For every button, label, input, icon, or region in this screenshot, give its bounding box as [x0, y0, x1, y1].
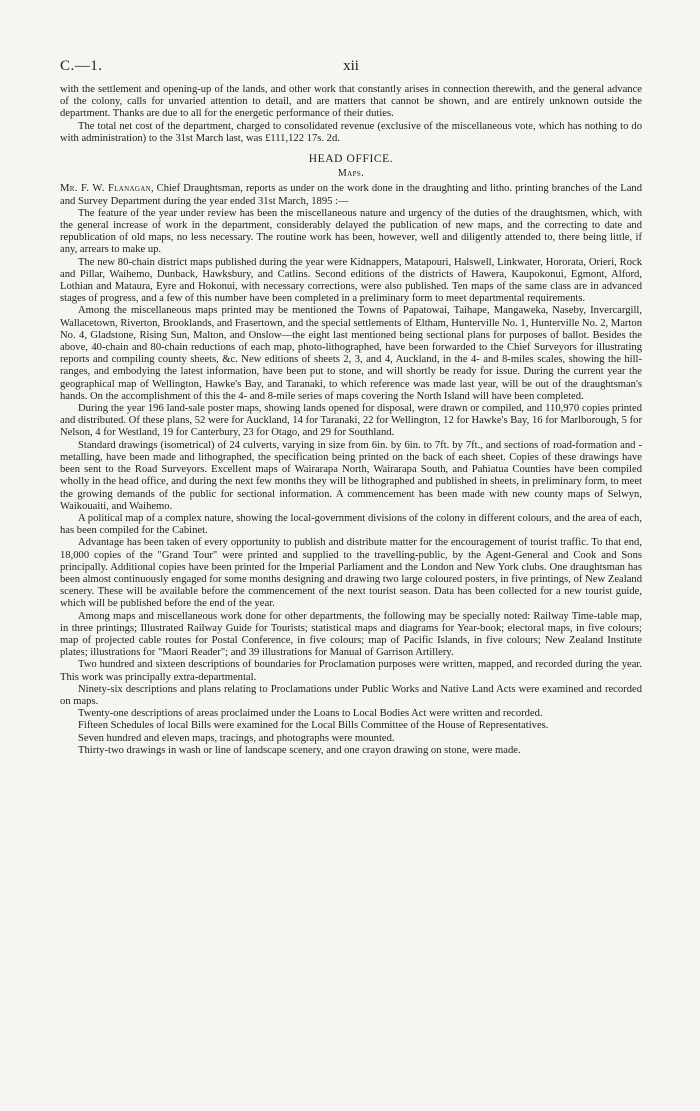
paragraph-feature-of-year: The feature of the year under review has been the miscellaneous nature and urgency of the duties of the draughtsmen, which, with the general increase of work in the department, considerably delayed the publication of new maps, and the correcting to date and republication of old maps, no less necessary. The routine work has been, however, well and diligently attended to, there being little, if any, arrears to make up.: [60, 207, 642, 256]
paragraph-other-departments: Among maps and miscellaneous work done for other departments, the following may be specially noted: Railway Time-table map, in three printings; Illustrated Railway Guide for Tourists; statistical maps and diagrams for Year-book; electoral maps, in five colours; map of projected cable routes for Postal Conference, in five colours; map of Pacific Islands, in five colours; New Zealand Institute plates; illustrations for "Maori Reader"; and 39 illustrations for Manual of Garrison Artillery.: [60, 610, 642, 659]
report-code: C.—1.: [60, 58, 103, 74]
paragraph-drawings: Thirty-two drawings in wash or line of landscape scenery, and one crayon drawing on stone, were made.: [78, 744, 521, 756]
paragraph-mounted-maps: Seven hundred and eleven maps, tracings, and photographs were mounted.: [78, 732, 395, 744]
intro-paragraph-1: with the settlement and opening-up of the lands, and other work that constantly arises in connection therewith, and the general advance of the colony, calls for unvaried attention to detail, and are matters that cannot be shown, and are entirely unknown outside the department. Thanks are due to all for the energetic performance of their duties.: [60, 84, 642, 120]
section-heading: HEAD OFFICE.: [308, 153, 394, 166]
paragraph-land-sale-posters: During the year 196 land-sale poster maps, showing lands opened for disposal, were drawn or compiled, and 110,970 copies printed and distributed. Of these plans, 52 were for Auckland, 14 for Taranaki, 22 for Wellington, 12 for Hawke's Bay, 16 for Marlborough, 5 for Nelson, 4 for Westland, 19 for Canterbury, 23 for Otago, and 29 for Southland.: [60, 403, 642, 439]
report-lead-text: , Chief Draughtsman, reports as under on the work done in the draughting and litho. printing branches of the Land and Survey Department during the year ended 31st March, 1895 :—: [60, 183, 642, 207]
report-lead-paragraph: [60, 183, 642, 207]
paragraph-proclamations: Ninety-six descriptions and plans relating to Proclamations under Public Works and Native Land Acts were examined and recorded on maps.: [60, 683, 642, 707]
paragraph-local-bills: Fifteen Schedules of local Bills were examined for the Local Bills Committee of the House of Representatives.: [78, 720, 549, 732]
draughtsman-name: Mr. F. W. Flanagan: [60, 183, 151, 195]
page-number: xii: [343, 58, 359, 74]
page-header: [60, 58, 642, 84]
paragraph-local-bodies: Twenty-one descriptions of areas proclaimed under the Loans to Local Bodies Act were written and recorded.: [78, 708, 543, 720]
paragraph-tourist-traffic: Advantage has been taken of every opportunity to publish and distribute matter for the encouragement of tourist traffic. To that end, 18,000 copies of the "Grand Tour" were printed and supplied to the travelling-public, by the Agent-General and Cook and Sons principally. Additional copies have been printed for the Imperial Parliament and the London and New York clubs. One draughtsman has been almost continuously engaged for some months designing and drawing two large coloured posters, in five printings, of New Zealand scenery. These will be available before the commencement of the next tourist season. Data has been collected for a new tourist guide, which will be published before the end of the year.: [60, 537, 642, 610]
intro-paragraph-2: The total net cost of the department, charged to consolidated revenue (exclusive of the miscellaneous vote, which has nothing to do with administration) to the 31st March last, was £111,122 17s. 2d.: [60, 120, 642, 144]
body-text: [60, 84, 642, 757]
paragraph-political-map: A political map of a complex nature, showing the local-government divisions of the colony in different colours, and the area of each, has been compiled for the Cabinet.: [60, 512, 642, 537]
paragraph-district-maps: The new 80-chain district maps published during the year were Kidnappers, Matapouri, Halswell, Linkwater, Hororata, Orieri, Rock and Pillar, Waihemo, Dunback, Hawksbury, and Catlins. Second editions of the districts of Hawera, Kaupokonui, Egmont, Alford, Lothian and Mataura, Eyre and Hokonui, with necessary corrections, were also published. Ten maps of the same class are in advanced stages of progress, and a few of this number have been completed in a preliminary form to meet departmental requirements.: [60, 256, 642, 305]
paragraph-miscellaneous-maps: Among the miscellaneous maps printed may be mentioned the Towns of Papatowai, Taihape, Mangaweka, Naseby, Invercargill, Wallacetown, Riverton, Brooklands, and Frasertown, and the special settlements of Eltham, Hunterville No. 1, Hunterville No. 2, Marton No. 4, Gladstone, Rising Sun, Malton, and Onslow—the eight last mentioned being sectional plans for purposes of ballot. Besides the above, 40-chain and 80-chain reductions of each map, photo-lithographed, have been forwarded to the Chief Surveyors for illustrating reports and compiling county sheets, &c. New editions of sheets 2, 3, and 4, Auckland, in the 4- and 8-miles scales, showing the hill-ranges, and embodying the latest information, have been put to stone, and will shortly be ready for issue. During the current year the geographical map of Wellington, Hawke's Bay, and Taranaki, to which reference was made last year, will be out of the draughtsman's hands. On the accomplishment of this the 4- and 8-mile series of maps covering the North Island will have been completed.: [60, 305, 642, 402]
section-subheading: Maps.: [337, 168, 365, 180]
paragraph-boundary-descriptions: Two hundred and sixteen descriptions of boundaries for Proclamation purposes were written, mapped, and recorded during the year. This work was principally extra-departmental.: [60, 659, 642, 683]
paragraph-standard-drawings: Standard drawings (isometrical) of 24 culverts, varying in size from 6in. by 6in. to 7ft. by 7ft., and sections of road-formation and -metalling, have been made and lithographed, the specification being printed on the back of each sheet. Copies of these drawings have been sent to the Road Surveyors. Excellent maps of Wairarapa North, Wairarapa South, and Pahiatua Counties have been compiled wholly in the head office, and during the next few months they will be lithographed and published in sheets, in preliminary form, to meet the growing demands of the public for sectional information. A commencement has been made with new county maps of Selwyn, Waikouaiti, and Waihemo.: [60, 439, 642, 512]
